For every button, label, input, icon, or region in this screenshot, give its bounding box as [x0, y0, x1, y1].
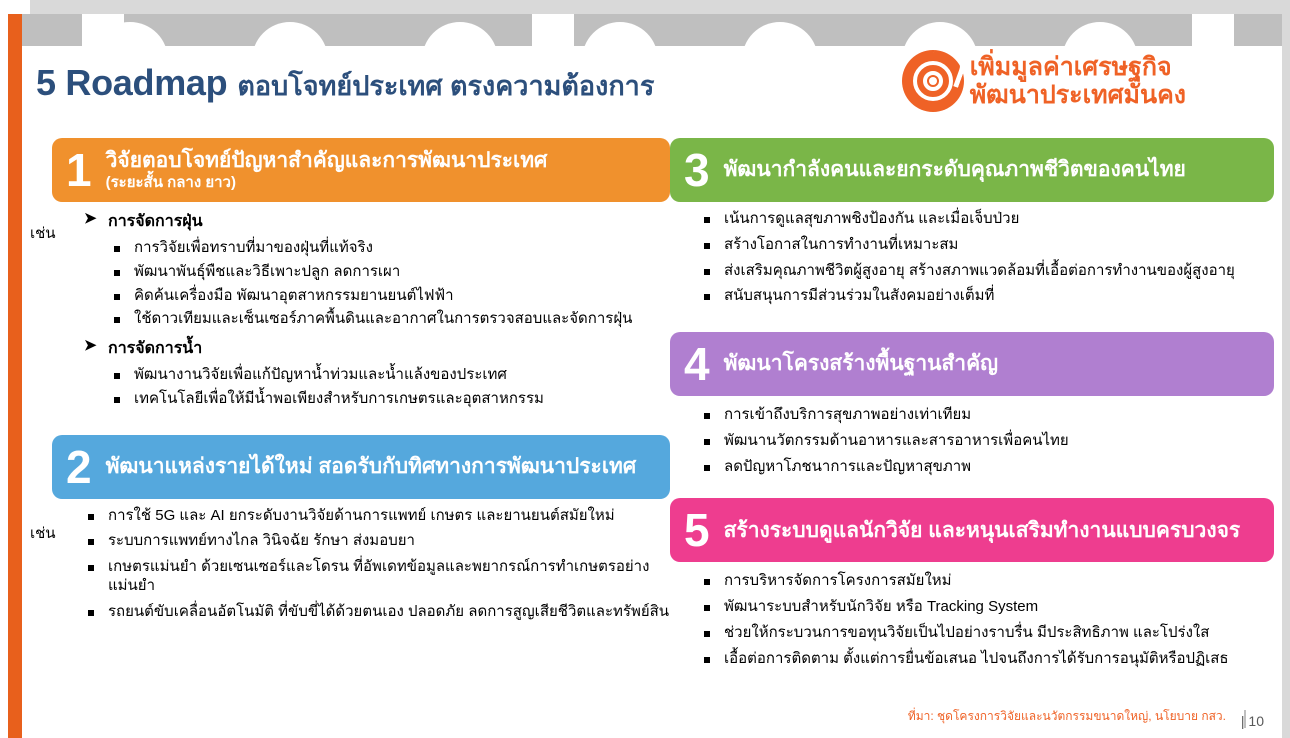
arrow-bullet-icon: ➤: [84, 210, 97, 227]
section-4-body: [698, 406, 1274, 476]
section-5-body: [698, 572, 1274, 668]
list-item-text: เกษตรแม่นยำ ด้วยเซนเซอร์และโดรน ที่อัพเดทข้อมูลและพยากรณ์การทำเกษตรอย่างแม่นยำ: [108, 558, 650, 594]
section-title-2: พัฒนาแหล่งรายได้ใหม่ สอดรับกับทิศทางการพัฒนาประเทศ: [105, 454, 637, 478]
square-bullet-icon: [114, 397, 120, 403]
page-title-main: 5 Roadmap: [36, 62, 228, 103]
section-title-3: พัฒนากำลังคนและยกระดับคุณภาพชีวิตของคนไทย: [723, 158, 1186, 182]
left-column: [30, 138, 670, 621]
list-item: [698, 262, 1274, 281]
group-heading: การจัดการน้ำ: [108, 340, 203, 357]
section-number-3: 3: [684, 144, 710, 196]
section-banner-5: [670, 498, 1274, 562]
list-item: [108, 390, 670, 409]
list-item-text: สนับสนุนการมีส่วนร่วมในสังคมอย่างเต็มที่: [724, 287, 995, 305]
section-banner-1: [52, 138, 670, 202]
list-item: [82, 532, 670, 551]
list-item-text: ส่งเสริมคุณภาพชีวิตผู้สูงอายุ สร้างสภาพแวดล้อมที่เอื้อต่อการทำงานของผู้สูงอายุ: [724, 261, 1235, 279]
section-title-4: พัฒนาโครงสร้างพื้นฐานสำคัญ: [723, 352, 999, 376]
square-bullet-icon: [88, 610, 94, 616]
section-1-body: [82, 209, 670, 409]
square-bullet-icon: [704, 579, 710, 585]
top-strip: [0, 0, 1290, 14]
list-item-text: พัฒนาพันธุ์พืชและวิธีเพาะปลูก ลดการเผา: [134, 262, 401, 280]
list-item-text: พัฒนางานวิจัยเพื่อแก้ปัญหาน้ำท่วมและน้ำแล้งของประเทศ: [134, 366, 507, 383]
square-bullet-icon: [704, 217, 710, 223]
brand-logo-line2: พัฒนาประเทศมั่นคง: [969, 81, 1186, 109]
arrow-bullet-icon: ➤: [84, 337, 97, 354]
page-title: [36, 62, 654, 107]
right-edge-bar: [1282, 14, 1290, 738]
list-item: [82, 558, 670, 596]
list-item-text: การเข้าถึงบริการสุขภาพอย่างเท่าเทียม: [724, 406, 972, 423]
section-3-body: [698, 210, 1274, 306]
left-accent-bar: [8, 14, 22, 738]
section-title-1: วิจัยตอบโจทย์ปัญหาสำคัญและการพัฒนาประเทศ: [105, 149, 548, 173]
list-item: [698, 650, 1274, 669]
list-item: [108, 263, 670, 282]
list-item-text: พัฒนานวัตกรรมด้านอาหารและสารอาหารเพื่อคนไทย: [724, 431, 1069, 449]
brand-logo: [902, 50, 1186, 112]
list-item: [82, 209, 670, 329]
slide-content: [22, 46, 1282, 738]
list-item: [108, 239, 670, 258]
section-2-lead-label: เช่น: [30, 524, 56, 542]
section-banner-3: [670, 138, 1274, 202]
section-2-body: [82, 507, 670, 622]
section-1-lead-label: เช่น: [30, 225, 56, 242]
list-item-text: เน้นการดูแลสุขภาพชิงป้องกัน และเมื่อเจ็บป่วย: [724, 210, 1020, 227]
square-bullet-icon: [704, 439, 710, 445]
square-bullet-icon: [114, 317, 120, 323]
list-item-text: การวิจัยเพื่อทราบที่มาของฝุ่นที่แท้จริง: [134, 239, 373, 256]
list-item: [698, 236, 1274, 255]
list-item: [108, 287, 670, 306]
section-number-5: 5: [684, 504, 710, 557]
square-bullet-icon: [704, 465, 710, 471]
section-subtitle-1: (ระยะสั้น กลาง ยาว): [105, 173, 236, 191]
list-item: [82, 336, 670, 409]
square-bullet-icon: [88, 565, 94, 571]
square-bullet-icon: [88, 539, 94, 545]
page-title-sub: ตอบโจทย์ประเทศ ตรงความต้องการ: [237, 71, 655, 101]
list-item-text: สร้างโอกาสในการทำงานที่เหมาะสม: [724, 235, 959, 253]
list-item: [698, 458, 1274, 477]
section-number-2: 2: [66, 440, 92, 493]
square-bullet-icon: [704, 269, 710, 275]
list-item-text: ลดปัญหาโภชนาการและปัญหาสุขภาพ: [724, 457, 972, 475]
brand-logo-text: [970, 53, 1186, 109]
section-banner-4: [670, 332, 1274, 396]
list-item-text: พัฒนาระบบสำหรับนักวิจัย หรือ Tracking System: [724, 598, 1039, 615]
page-number: | 10: [1240, 713, 1264, 729]
square-bullet-icon: [88, 514, 94, 520]
list-item: [698, 598, 1274, 617]
section-number-4: 4: [684, 338, 710, 390]
list-item-text: คิดค้นเครื่องมือ พัฒนาอุตสาหกรรมยานยนต์ไฟฟ้า: [134, 286, 454, 304]
list-item-text: การใช้ 5G และ AI ยกระดับงานวิจัยด้านการแพทย์ เกษตร และยานยนต์สมัยใหม่: [108, 506, 615, 524]
list-item: [82, 603, 670, 622]
section-title-5: สร้างระบบดูแลนักวิจัย และหนุนเสริมทำงานแบบครบวงจร: [723, 518, 1241, 542]
list-item: [698, 210, 1274, 229]
group-heading: การจัดการฝุ่น: [108, 213, 203, 230]
list-item-text: ใช้ดาวเทียมและเซ็นเซอร์ภาคพื้นดินและอากาศในการตรวจสอบและจัดการฝุ่น: [134, 310, 633, 328]
brand-logo-line1: เพิ่มมูลค่าเศรษฐกิจ: [969, 53, 1172, 81]
list-item-text: เทคโนโลยีเพื่อให้มีน้ำพอเพียงสำหรับการเกษตรและอุตสาหกรรม: [134, 389, 544, 407]
square-bullet-icon: [114, 270, 120, 276]
list-item: [82, 507, 670, 526]
square-bullet-icon: [114, 373, 120, 379]
list-item: [698, 572, 1274, 591]
square-bullet-icon: [704, 631, 710, 637]
square-bullet-icon: [704, 605, 710, 611]
square-bullet-icon: [704, 294, 710, 300]
list-item-text: รถยนต์ขับเคลื่อนอัตโนมัติ ที่ขับขี่ได้ด้วยตนเอง ปลอดภัย ลดการสูญเสียชีวิตและทรัพย์สิน: [108, 602, 670, 620]
list-item-text: เอื้อต่อการติดตาม ตั้งแต่การยื่นข้อเสนอ ไปจนถึงการได้รับการอนุมัติหรือปฏิเสธ: [724, 649, 1229, 667]
square-bullet-icon: [704, 413, 710, 419]
top-strip-white-gap: [0, 0, 30, 14]
target-icon: [902, 50, 964, 112]
list-item: [698, 287, 1274, 306]
list-item: [698, 624, 1274, 643]
square-bullet-icon: [114, 294, 120, 300]
list-item-text: ช่วยให้กระบวนการขอทุนวิจัยเป็นไปอย่างราบรื่น มีประสิทธิภาพ และโปร่งใส: [724, 623, 1210, 641]
source-note: ที่มา: ชุดโครงการวิจัยและนวัตกรรมขนาดใหญ่, นโยบาย กสว.: [907, 709, 1226, 723]
list-item: [698, 406, 1274, 425]
section-number-1: 1: [66, 144, 92, 196]
section-banner-2: [52, 435, 670, 499]
list-item-text: ระบบการแพทย์ทางไกล วินิจฉัย รักษา ส่งมอบยา: [108, 532, 415, 550]
square-bullet-icon: [704, 243, 710, 249]
square-bullet-icon: [114, 246, 120, 252]
square-bullet-icon: [704, 657, 710, 663]
list-item: [108, 310, 670, 329]
right-column: [670, 138, 1274, 668]
list-item: [108, 366, 670, 385]
list-item: [698, 432, 1274, 451]
list-item-text: การบริหารจัดการโครงการสมัยใหม่: [724, 572, 952, 590]
